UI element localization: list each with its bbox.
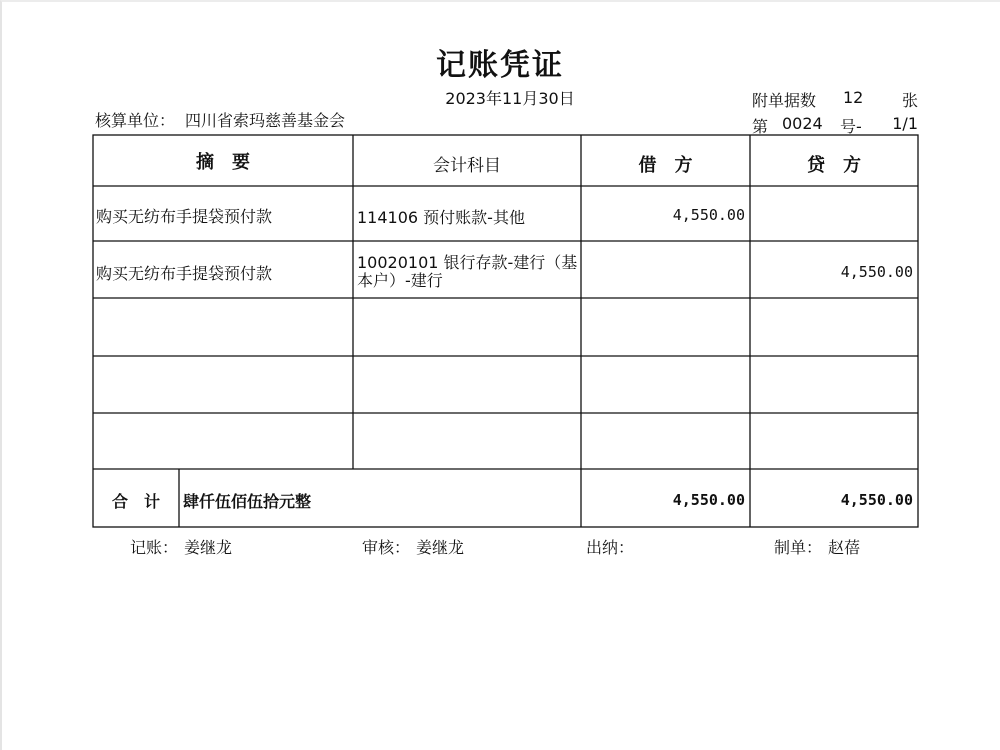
reviewer-label: 审核： [362, 538, 411, 557]
accounting-unit-label: 核算单位： [95, 111, 176, 130]
attachment-label: 附单据数 [752, 91, 817, 110]
total-debit: 4,550.00 [672, 491, 745, 509]
total-credit: 4,550.00 [840, 491, 913, 509]
attachment-count [752, 88, 918, 111]
voucher-date: 2023年11月30日 [445, 89, 575, 108]
signature-preparer [774, 535, 860, 558]
header-debit: 借 方 [638, 155, 693, 176]
total-label: 合 计 [111, 492, 160, 511]
voucher-title: 记账凭证 [436, 48, 564, 83]
accounting-unit [95, 108, 345, 131]
total-amount-words: 肆仟伍佰伍拾元整 [183, 492, 312, 511]
header-credit: 贷 方 [807, 155, 861, 176]
signature-cashier [586, 535, 640, 558]
row-2-summary: 购买无纺布手提袋预付款 [96, 264, 273, 283]
voucher-page: 1/1 [892, 114, 918, 133]
voucher-number-value: 0024 [782, 114, 823, 133]
row-1-debit: 4,550.00 [672, 206, 745, 224]
bookkeeper-label: 记账： [130, 538, 179, 557]
signature-reviewer [362, 535, 464, 558]
header-account: 会计科目 [433, 156, 501, 176]
preparer-name: 赵蓓 [828, 538, 861, 557]
header-summary: 摘 要 [196, 152, 250, 173]
voucher-suffix: 号- [840, 117, 862, 136]
reviewer-name: 姜继龙 [416, 538, 465, 557]
row-1-summary: 购买无纺布手提袋预付款 [96, 207, 273, 226]
cashier-label: 出纳： [586, 538, 635, 557]
row-2-account: 10020101 银行存款-建行（基本户）-建行 [357, 253, 578, 290]
voucher-prefix: 第 [752, 117, 769, 136]
preparer-label: 制单： [774, 538, 823, 557]
signature-bookkeeper [130, 535, 232, 558]
voucher-number [752, 114, 918, 137]
row-2-credit: 4,550.00 [840, 263, 913, 281]
row-1-account: 114106 预付账款-其他 [357, 208, 525, 227]
bookkeeper-name: 姜继龙 [184, 538, 233, 557]
attachment-number: 12 [843, 88, 864, 107]
attachment-unit: 张 [901, 91, 918, 110]
accounting-unit-value: 四川省索玛慈善基金会 [185, 111, 346, 130]
